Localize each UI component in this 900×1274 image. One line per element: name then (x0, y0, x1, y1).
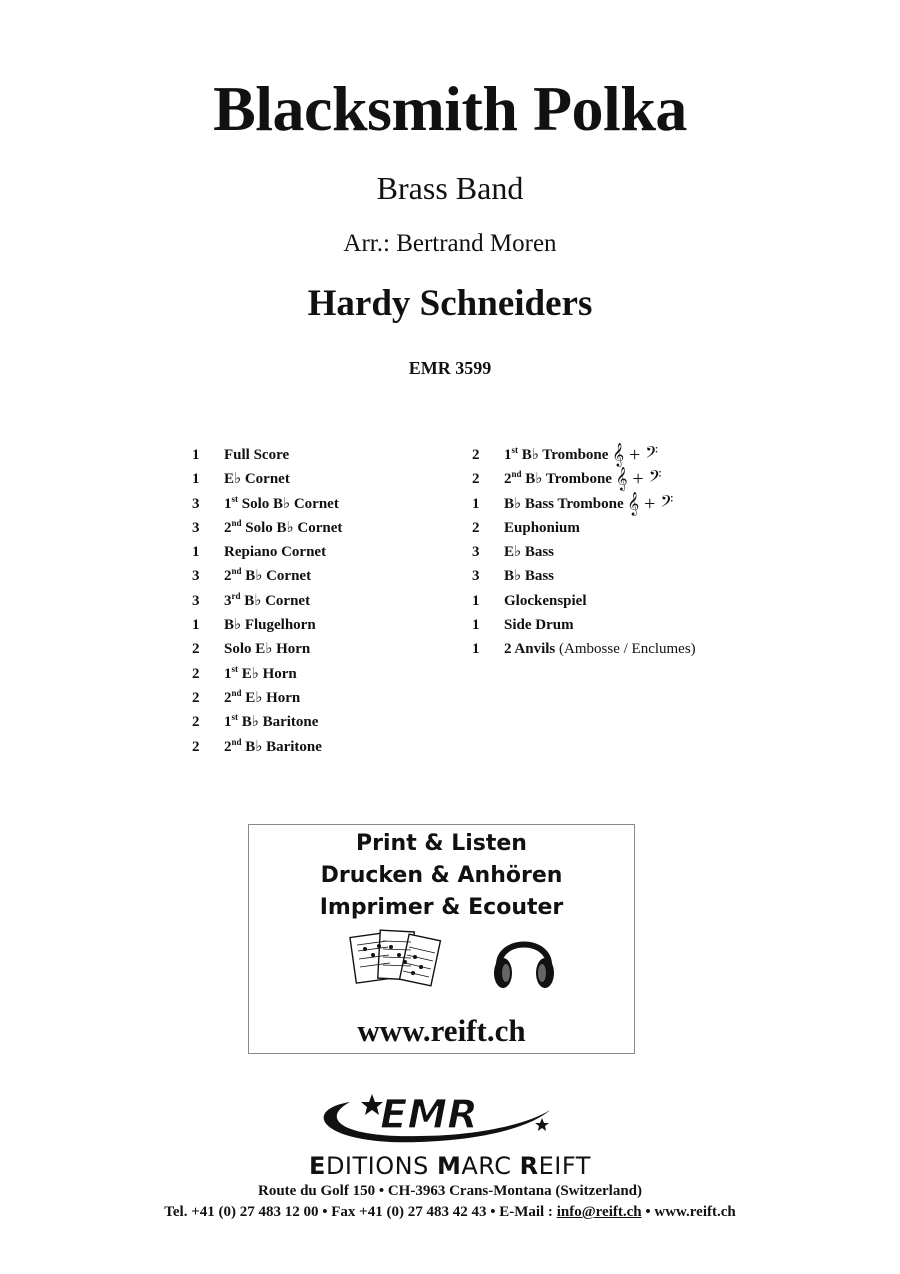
part-row (472, 613, 772, 637)
part-name: 1st B♭ Baritone (224, 712, 319, 731)
publisher-name: EDITIONS MARC REIFT (309, 1152, 591, 1180)
part-name: 1st E♭ Horn (224, 663, 297, 682)
part-name: 3rd B♭ Cornet (224, 590, 311, 609)
parts-list-left (192, 443, 452, 759)
part-quantity: 2 (192, 738, 200, 755)
part-row (192, 662, 452, 686)
part-row (472, 516, 772, 540)
part-row (472, 564, 772, 588)
part-name: 2nd B♭ Trombone 𝄞 + 𝄢 (504, 468, 662, 491)
part-row (192, 735, 452, 759)
part-name: E♭ Bass (504, 544, 555, 561)
part-row (472, 540, 772, 564)
publisher-contact: Tel. +41 (0) 27 483 12 00 • Fax +41 (0) 27 483 42 43 • E-Mail : info@reift.ch • www.reift.ch (164, 1204, 736, 1220)
part-quantity: 3 (192, 592, 200, 609)
part-quantity: 1 (192, 471, 200, 488)
composer: Hardy Schneiders (307, 283, 593, 324)
part-quantity: 1 (192, 544, 200, 561)
part-quantity: 2 (472, 519, 480, 536)
part-quantity: 3 (472, 544, 480, 561)
part-name: Repiano Cornet (224, 544, 327, 561)
part-row (472, 467, 772, 491)
part-quantity: 1 (192, 447, 200, 463)
part-row (472, 443, 772, 467)
part-name: Side Drum (504, 617, 574, 634)
part-quantity: 1 (472, 495, 480, 512)
part-quantity: 2 (192, 714, 200, 731)
part-row (472, 492, 772, 516)
part-name: 2 Anvils (Ambosse / Enclumes) (504, 641, 696, 658)
part-name: 2nd B♭ Baritone (224, 736, 322, 755)
promo-line-imprimer: Imprimer & Ecouter (319, 895, 564, 920)
part-name: 2nd E♭ Horn (224, 687, 301, 706)
part-quantity: 2 (472, 447, 480, 463)
part-row (192, 710, 452, 734)
part-name: Euphonium (504, 519, 580, 536)
part-name: B♭ Bass (504, 568, 555, 585)
part-quantity: 1 (192, 617, 200, 634)
part-row (472, 637, 772, 661)
part-name: Solo E♭ Horn (224, 641, 311, 658)
part-row (472, 589, 772, 613)
part-row (192, 516, 452, 540)
clef-icon: 𝄞 + 𝄢 (615, 468, 662, 491)
part-row (192, 540, 452, 564)
promo-line-drucken: Drucken & Anhören (320, 863, 563, 888)
clef-icon: 𝄞 + 𝄢 (612, 444, 659, 466)
arranger: Arr.: Bertrand Moren (343, 230, 557, 257)
email-link[interactable]: info@reift.ch (556, 1204, 642, 1220)
part-row (192, 492, 452, 516)
part-row (192, 443, 452, 467)
emr-logo (310, 1088, 570, 1148)
part-name: E♭ Cornet (224, 471, 290, 488)
catalog-number: EMR 3599 (408, 358, 492, 378)
part-row (192, 686, 452, 710)
part-quantity: 1 (472, 617, 480, 634)
part-row (192, 637, 452, 661)
promo-url: www.reift.ch (357, 1013, 526, 1048)
part-name: 2nd Solo B♭ Cornet (224, 517, 343, 536)
sheet-music-icon (349, 927, 444, 992)
part-quantity: 3 (192, 519, 200, 536)
part-quantity: 2 (192, 689, 200, 706)
part-name: B♭ Flugelhorn (224, 617, 316, 634)
parts-list-right (472, 443, 772, 662)
clef-icon: 𝄞 + 𝄢 (627, 492, 674, 515)
part-quantity: 2 (472, 471, 480, 488)
part-name: Glockenspiel (504, 592, 587, 609)
part-row (192, 564, 452, 588)
promo-box (248, 824, 635, 1054)
part-name: 2nd B♭ Cornet (224, 566, 312, 585)
subtitle: Brass Band (376, 170, 524, 206)
part-quantity: 3 (472, 568, 480, 585)
part-name: B♭ Bass Trombone 𝄞 + 𝄢 (504, 492, 674, 515)
part-quantity: 1 (472, 592, 480, 609)
part-quantity: 2 (192, 641, 200, 658)
part-name: 1st B♭ Trombone 𝄞 + 𝄢 (504, 444, 659, 466)
part-name: Full Score (224, 447, 290, 463)
part-row (192, 613, 452, 637)
part-quantity: 3 (192, 568, 200, 585)
publisher-address: Route du Golf 150 • CH-3963 Crans-Montana (Switzerland) (258, 1183, 642, 1199)
promo-line-print-listen: Print & Listen (356, 831, 527, 856)
part-quantity: 3 (192, 495, 200, 512)
part-quantity: 1 (472, 641, 480, 658)
emr-logo-text: EMR (380, 1092, 478, 1138)
part-row (192, 589, 452, 613)
part-name: 1st Solo B♭ Cornet (224, 493, 339, 512)
part-row (192, 467, 452, 491)
title: Blacksmith Polka (213, 73, 687, 144)
headphones-icon (489, 925, 559, 993)
part-quantity: 2 (192, 665, 200, 682)
